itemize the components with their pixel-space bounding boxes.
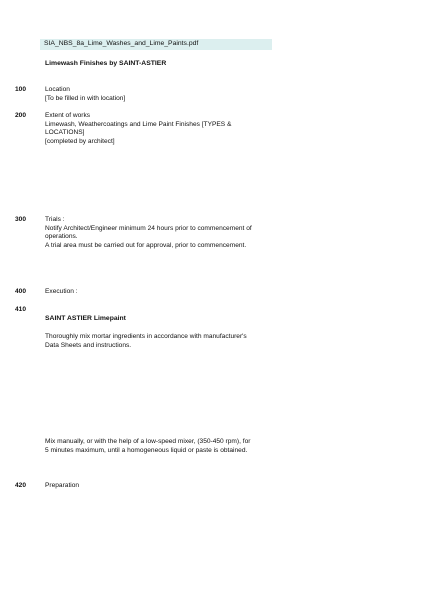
clause-heading-200: Extent of works	[45, 112, 91, 119]
clause-line: Thoroughly mix mortar ingredients in accordance with manufacturer's	[45, 333, 247, 340]
clause-heading-100: Location	[45, 86, 70, 93]
clause-line: Notify Architect/Engineer minimum 24 hours prior to commencement of	[45, 224, 252, 232]
clause-line: A trial area must be carried out for approval, prior to commencement.	[45, 241, 247, 249]
clause-line: [completed by architect]	[45, 137, 115, 145]
clause-number-400: 400	[15, 288, 27, 295]
clause-body-100	[45, 86, 280, 103]
clause-body-400	[45, 288, 280, 297]
clause-subheading: SAINT ASTIER Limepaint	[45, 315, 126, 322]
clause-para-410-1	[45, 333, 280, 350]
clause-subheading-410	[45, 315, 280, 324]
clause-number-410: 410	[15, 306, 27, 313]
clause-line: 5 minutes maximum, until a homogeneous liquid or paste is obtained.	[45, 446, 248, 454]
filename-bar	[40, 39, 272, 50]
clause-body-300	[45, 216, 280, 250]
clause-heading-420: Preparation	[45, 482, 80, 489]
clause-number-420: 420	[15, 482, 27, 489]
clause-line: LOCATIONS]	[45, 129, 85, 137]
clause-body-420	[45, 482, 280, 491]
clause-line: Limewash, Weathercoatings and Lime Paint Finishes [TYPES &	[45, 120, 232, 128]
clause-line: Mix manually, or with the help of a low-speed mixer, (350-450 rpm), for	[45, 438, 251, 445]
clause-body-200	[45, 112, 280, 146]
clause-number-200: 200	[15, 112, 27, 119]
clause-heading-400: Execution :	[45, 288, 78, 295]
clause-line: [To be filled in with location]	[45, 94, 126, 102]
clause-number-300: 300	[15, 216, 27, 223]
clause-line: operations.	[45, 233, 78, 241]
clause-heading-300: Trials :	[45, 216, 65, 223]
document-title: Limewash Finishes by SAINT-ASTIER	[45, 60, 167, 67]
clause-para-410-2	[45, 438, 280, 455]
clause-number-100: 100	[15, 86, 27, 93]
document-filename: SIA_NBS_8a_Lime_Washes_and_Lime_Paints.pdf	[44, 40, 199, 47]
clause-line: Data Sheets and instructions.	[45, 341, 132, 349]
